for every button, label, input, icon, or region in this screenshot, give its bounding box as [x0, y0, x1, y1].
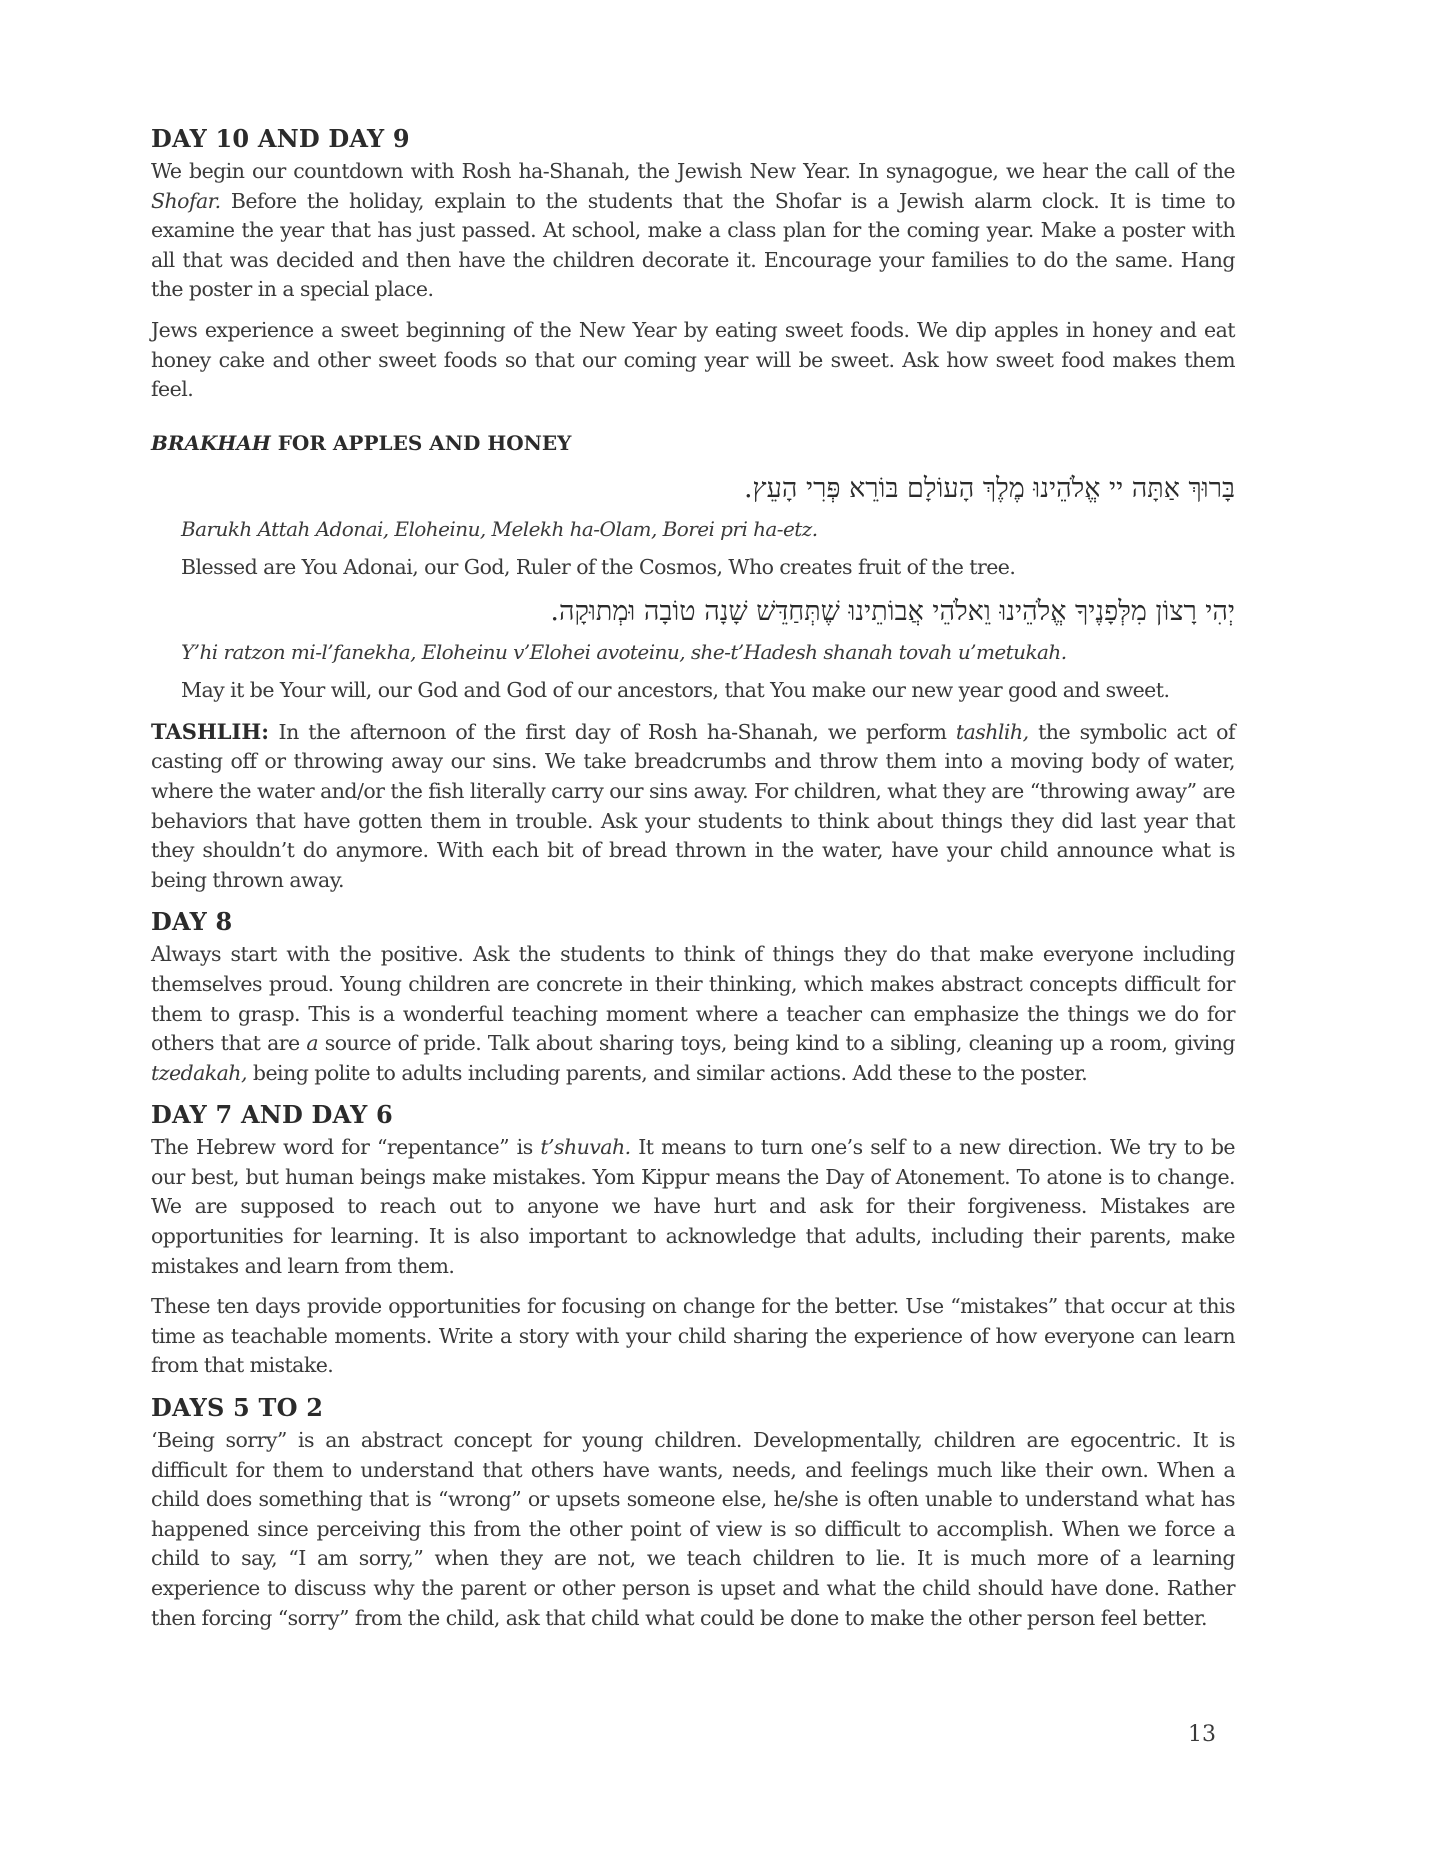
- section-heading: DAY 8: [151, 907, 233, 937]
- text-run: source of pride. Talk about sharing toys, being kind to a sibling, cleaning up a room, giving: [318, 1031, 1235, 1056]
- translation: May it be Your will, our God and God of our ancestors, that You make our new year good and sweet.: [181, 677, 1170, 702]
- emphasis: tzedakah,: [151, 1060, 247, 1085]
- emphasis: tashlih,: [955, 719, 1029, 744]
- page-number: 13: [1188, 1722, 1216, 1747]
- text-run: Always start with the positive. Ask the students to think of things they do that make everyone including themselves proud. Young children are concrete in their thinking, which makes abstract concepts difficult for them to grasp. This is a wonderful teaching moment where a teacher can emphasize the things we do for others that are: [151, 942, 1235, 1056]
- text-run: the symbolic act of casting off or throwing away our sins. We take breadcrumbs and throw them into a moving body of water, where the water and/or the fish literally carry our sins away. For children, what they are “throwing away” are behaviors that have gotten them in trouble. Ask your students to think about things they did last year that they shouldn’t do anymore. With each bit of bread thrown in the water, have your child announce what is being thrown away.: [151, 719, 1235, 892]
- paragraph: ‘Being sorry” is an abstract concept for young children. Developmentally, children are egocentric. It is difficult for them to understand that others have wants, needs, and feelings much like their own. When a child does something that is “wrong” or upsets someone else, he/she is often unable to understand what has happened since perceiving this from the other point of view is so difficult to accomplish. When we force a child to say, “I am sorry,” when they are not, we teach children to lie. It is much more of a learning experience to discuss why the parent or other person is upset and what the child should have done. Rather then forcing “sorry” from the child, ask that child what could be done to make the other person feel better.: [151, 1428, 1235, 1630]
- paragraph: These ten days provide opportunities for focusing on change for the better. Use “mistakes” that occur at this time as teachable moments. Write a story with your child sharing the experience of how everyone can learn from that mistake.: [151, 1294, 1235, 1378]
- paragraph: [151, 1133, 1235, 1281]
- transliteration: Y’hi ratzon mi-l’fanekha, Eloheinu v’Elohei avoteinu, she-t’Hadesh shanah tovah u’metukah.: [181, 639, 1067, 664]
- section-heading: DAYS 5 TO 2: [151, 1393, 324, 1423]
- emphasis: Shofar.: [151, 188, 221, 213]
- text-run: FOR APPLES AND HONEY: [270, 430, 572, 455]
- text-run: Before the holiday, explain to the students that the Shofar is a Jewish alarm clock. It is time to examine the year that has just passed. At school, make a class plan for the coming year. Make a poster with all that was decided and then have the children decorate it. Encourage your families to do the same. Hang the poster in a special place.: [151, 188, 1235, 302]
- section-days-5-2: [151, 1393, 1235, 1633]
- inline-heading: TASHLIH:: [151, 718, 269, 744]
- section-heading: DAY 10 AND DAY 9: [151, 124, 410, 153]
- transliteration: Barukh Attah Adonai, Eloheinu, Melekh ha-Olam, Borei pri ha-etz.: [181, 516, 818, 541]
- brakhah-heading: [151, 431, 1235, 455]
- paragraph: [151, 157, 1235, 305]
- text-run: being polite to adults including parents, and similar actions. Add these to the poster.: [246, 1060, 1088, 1085]
- hebrew-blessing: יְהִי רָצוֹן מִלְּפָנֶיךָ אֱלֹהֵינוּ וֵאלֹהֵי אֲבוֹתֵינוּ שֶׁתְּחַדֵּשׁ שָׁנָה טוֹבָה וּמְתוּקָה.: [550, 595, 1235, 627]
- paragraph: [151, 717, 1235, 896]
- tashlih-section: [151, 717, 1235, 896]
- section-heading: DAY 7 AND DAY 6: [151, 1100, 393, 1130]
- brakhah-section: [151, 431, 1235, 705]
- emphasis: BRAKHAH: [151, 430, 271, 455]
- emphasis: a: [306, 1031, 319, 1056]
- hebrew-blessing: בָּרוּךְ אַתָּה יי אֱלֹהֵינוּ מֶלֶךְ הָעוֹלָם בּוֹרֵא פְּרִי הָעֵץ.: [743, 472, 1235, 504]
- text-run: It means to turn one’s self to a new direction. We try to be our best, but human beings make mistakes. Yom Kippur means the Day of Atonement. To atone is to change. We are supposed to reach out to anyone we have hurt and ask for their forgiveness. Mistakes are opportunities for learning. It is also important to acknowledge that adults, including their parents, make mistakes and learn from them.: [151, 1135, 1235, 1278]
- text-run: The Hebrew word for “repentance” is: [151, 1135, 541, 1160]
- section-day-7-6: [151, 1100, 1235, 1381]
- paragraph: [151, 940, 1235, 1088]
- section-day-10-9: [151, 124, 1235, 405]
- text-run: We begin our countdown with Rosh ha-Shanah, the Jewish New Year. In synagogue, we hear the call of the: [151, 159, 1235, 183]
- paragraph: Jews experience a sweet beginning of the New Year by eating sweet foods. We dip apples in honey and eat honey cake and other sweet foods so that our coming year will be sweet. Ask how sweet food makes them feel.: [151, 317, 1235, 402]
- emphasis: t’shuvah.: [540, 1135, 631, 1160]
- translation: Blessed are You Adonai, our God, Ruler of the Cosmos, Who creates fruit of the tree.: [181, 554, 1016, 579]
- text-run: In the afternoon of the first day of Rosh ha-Shanah, we perform: [268, 719, 956, 744]
- section-day-8: [151, 907, 1235, 1088]
